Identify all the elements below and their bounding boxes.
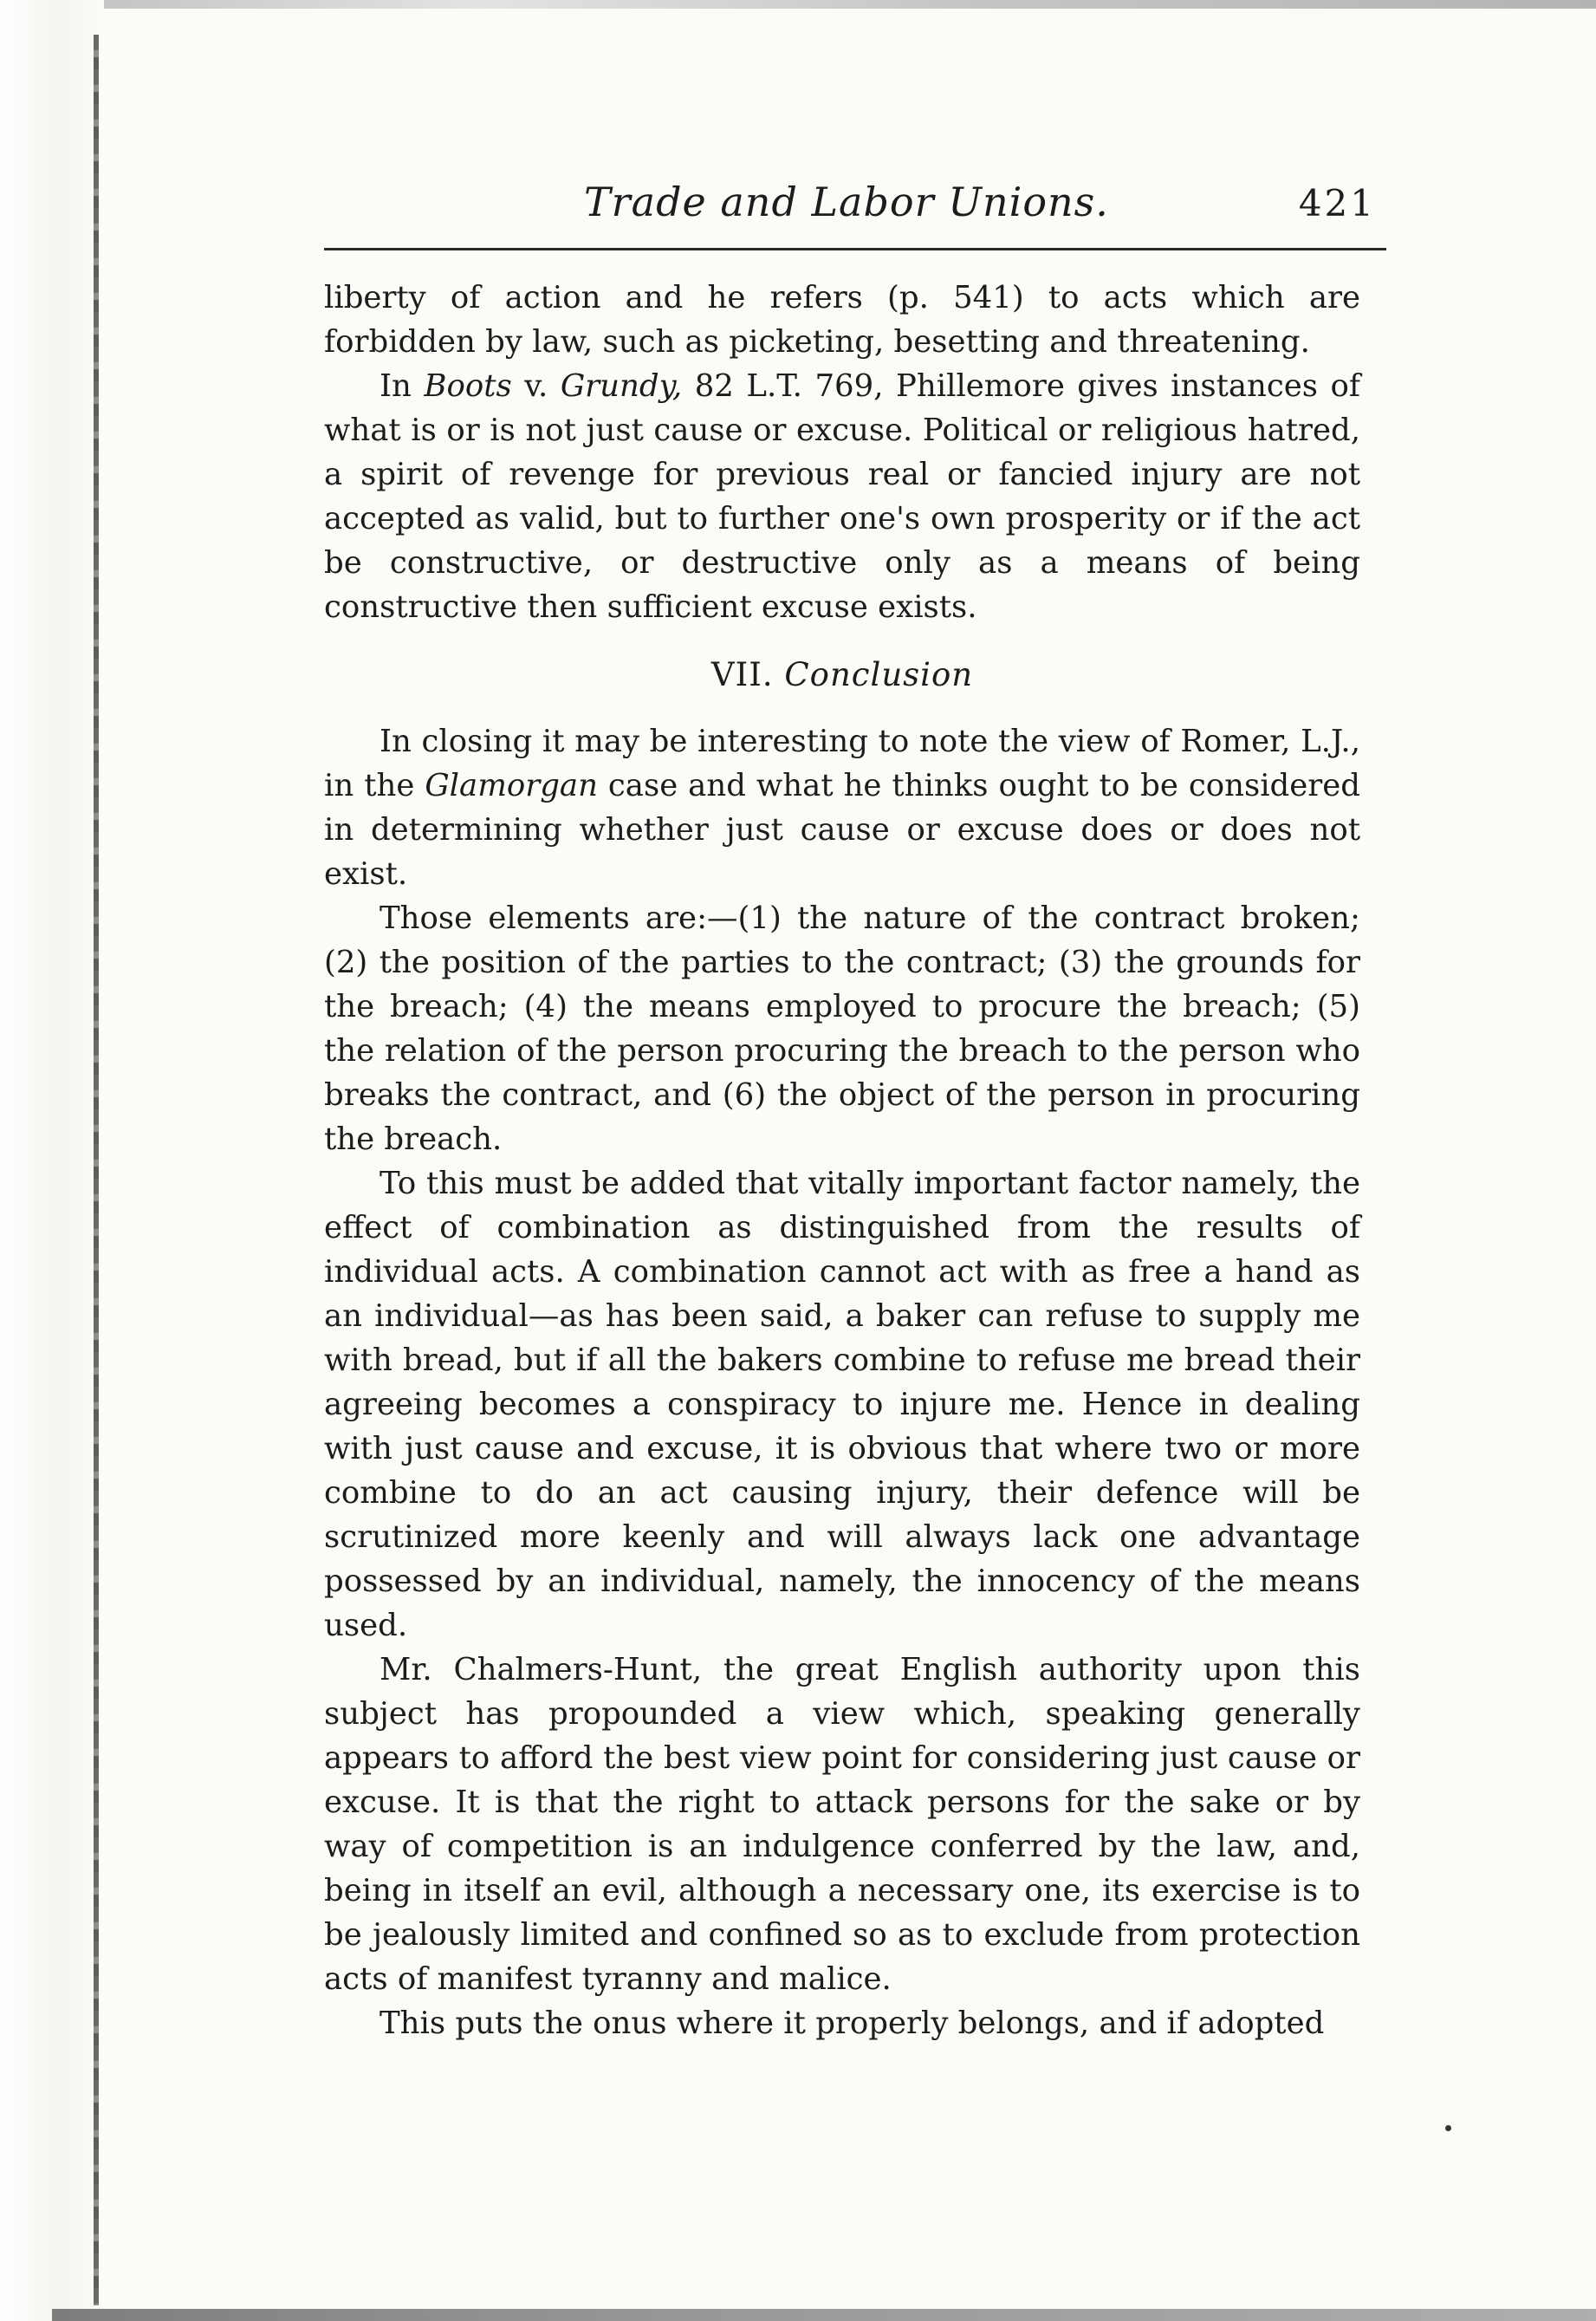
header-rule	[324, 248, 1386, 250]
paragraph-2-text: 82 L.T. 769, Phillemore gives instances of what is or is not just cause or excuse. Political or religious hatred, a spirit of revenge for previous real or fancied injury are not accepted as valid, but to further one's own prosperity or if the act be constructive, or destructive only as a means of being constructive then sufficient excuse exists.	[324, 368, 1360, 625]
paragraph-3-text: case and what he thinks ought to be considered in determining whether just cause or excuse does or does not exist.	[324, 768, 1360, 892]
header-title: Trade and Labor Unions.	[584, 179, 1109, 225]
paragraph-6: Mr. Chalmers-Hunt, the great English authority upon this subject has propounded a view which, speaking generally appears to afford the best view point for considering just cause or excuse. It is that the right to attack persons for the sake or by way of competition is an indulgence conferred by the law, and, being in itself an evil, although a necessary one, its exercise is to be jealously limited and confined so as to exclude from protection acts of manifest tyranny and malice.	[324, 1652, 1360, 1997]
scan-margin-left	[0, 0, 104, 2321]
paragraph-2-lead: In	[380, 368, 425, 404]
scan-edge-bottom	[52, 2309, 1596, 2321]
case-name-glamorgan: Glamorgan	[425, 768, 598, 803]
paragraph-3	[324, 719, 1360, 896]
paragraph-1: liberty of action and he refers (p. 541) to acts which are forbidden by law, such as picketing, besetting and threatening.	[324, 280, 1360, 360]
scan-edge-top	[0, 0, 1596, 9]
section-heading	[324, 653, 1360, 697]
scan-speck	[1445, 2125, 1451, 2131]
section-number: VII.	[710, 656, 774, 693]
paragraph-3-lead: In closing it may be interesting to note the view of Romer, L.J., in the	[324, 724, 1360, 803]
paragraph-5: To this must be added that vitally important factor namely, the effect of combination as distinguished from the results of individual acts. A combination cannot act with as free a hand as an individual—as has been said, a baker can refuse to supply me with bread, but if all the bakers combine to refuse me bread their agreeing becomes a conspiracy to injure me. Hence in dealing with just cause and excuse, it is obvious that where two or more combine to do an act causing injury, their defence will be scrutinized more keenly and will always lack one advantage possessed by an individual, namely, the innocency of the means used.	[324, 1166, 1360, 1643]
paragraph-7: This puts the onus where it properly belongs, and if adopted	[380, 2006, 1325, 2041]
paragraph-2	[324, 364, 1360, 629]
case-name-grundy: Grundy,	[560, 368, 683, 404]
scan-binding-edge	[94, 35, 99, 2305]
versus-text: v.	[511, 368, 561, 404]
page-number: 421	[1298, 182, 1376, 224]
running-header	[324, 170, 1385, 231]
paragraph-4: Those elements are:—(1) the nature of the contract broken; (2) the position of the parties to the contract; (3) the grounds for the breach; (4) the means employed to procure the breach; (5) the relation of the person procuring the breach to the person who breaks the contract, and (6) the object of the person in procuring the breach.	[324, 900, 1360, 1157]
body-text	[324, 276, 1360, 2045]
section-title: Conclusion	[784, 656, 974, 693]
case-name-boots: Boots	[424, 368, 512, 404]
